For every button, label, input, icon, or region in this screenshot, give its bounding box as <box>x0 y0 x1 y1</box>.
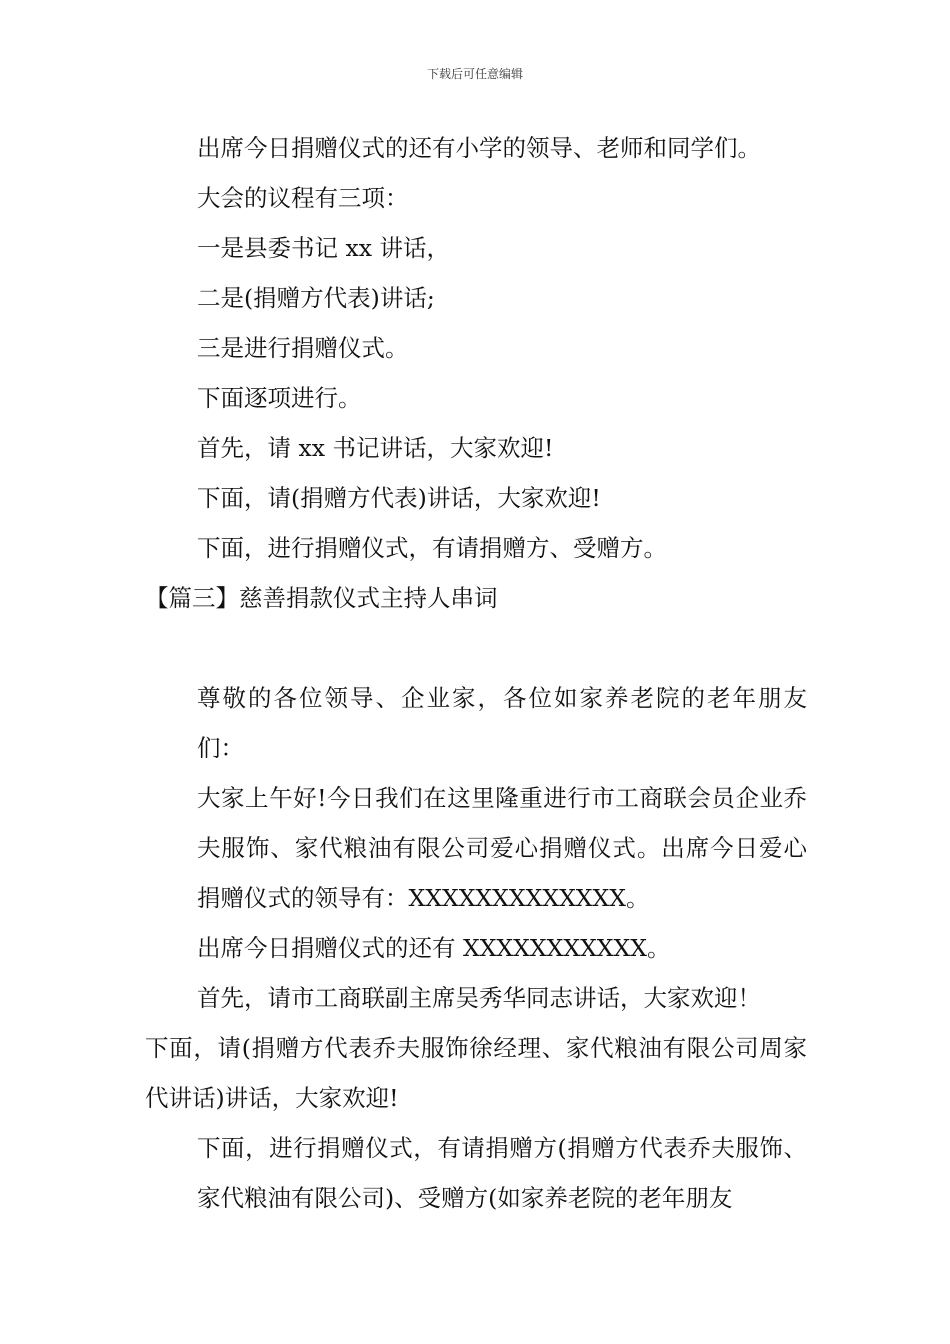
paragraph: 首先，请 xx 书记讲话，大家欢迎! <box>197 434 554 462</box>
paragraph: 下面逐项进行。 <box>197 384 362 412</box>
paragraph-ceremony: 下面，进行捐赠仪式，有请捐赠方(捐赠方代表乔夫服饰、家代粮油有限公司)、受赠方(如家养老院的老年朋友 <box>197 1134 807 1212</box>
paragraph-first-speech: 首先，请市工商联副主席吴秀华同志讲话，大家欢迎！ <box>197 984 761 1012</box>
paragraph: 二是(捐赠方代表)讲话; <box>197 284 435 312</box>
paragraph: 下面，进行捐赠仪式，有请捐赠方、受赠方。 <box>197 534 667 562</box>
page-header-note: 下载后可任意编辑 <box>426 67 523 81</box>
paragraph: 一是县委书记 xx 讲话， <box>197 234 450 262</box>
paragraph-opening: 大家上午好!今日我们在这里隆重进行市工商联会员企业乔夫服饰、家代粮油有限公司爱心捐赠仪式。出席今日爱心捐赠仪式的领导有：XXXXXXXXXXXXX。 <box>197 784 807 912</box>
section-spacer <box>145 623 807 673</box>
paragraph: 出席今日捐赠仪式的还有小学的领导、老师和同学们。 <box>197 134 761 162</box>
paragraph: 三是进行捐赠仪式。 <box>197 334 409 362</box>
paragraph: 大会的议程有三项： <box>197 184 409 212</box>
paragraph: 下面，请(捐赠方代表)讲话，大家欢迎! <box>197 484 601 512</box>
paragraph-attendees: 出席今日捐赠仪式的还有 XXXXXXXXXXX。 <box>197 934 671 962</box>
paragraph-second-speech: 下面，请(捐赠方代表乔夫服饰徐经理、家代粮油有限公司周家代讲话)讲话，大家欢迎! <box>145 1034 807 1112</box>
paragraph-greeting: 尊敬的各位领导、企业家，各位如家养老院的老年朋友们： <box>197 684 807 762</box>
document-body <box>145 123 807 1223</box>
section-title: 【篇三】慈善捐款仪式主持人串词 <box>145 584 498 612</box>
